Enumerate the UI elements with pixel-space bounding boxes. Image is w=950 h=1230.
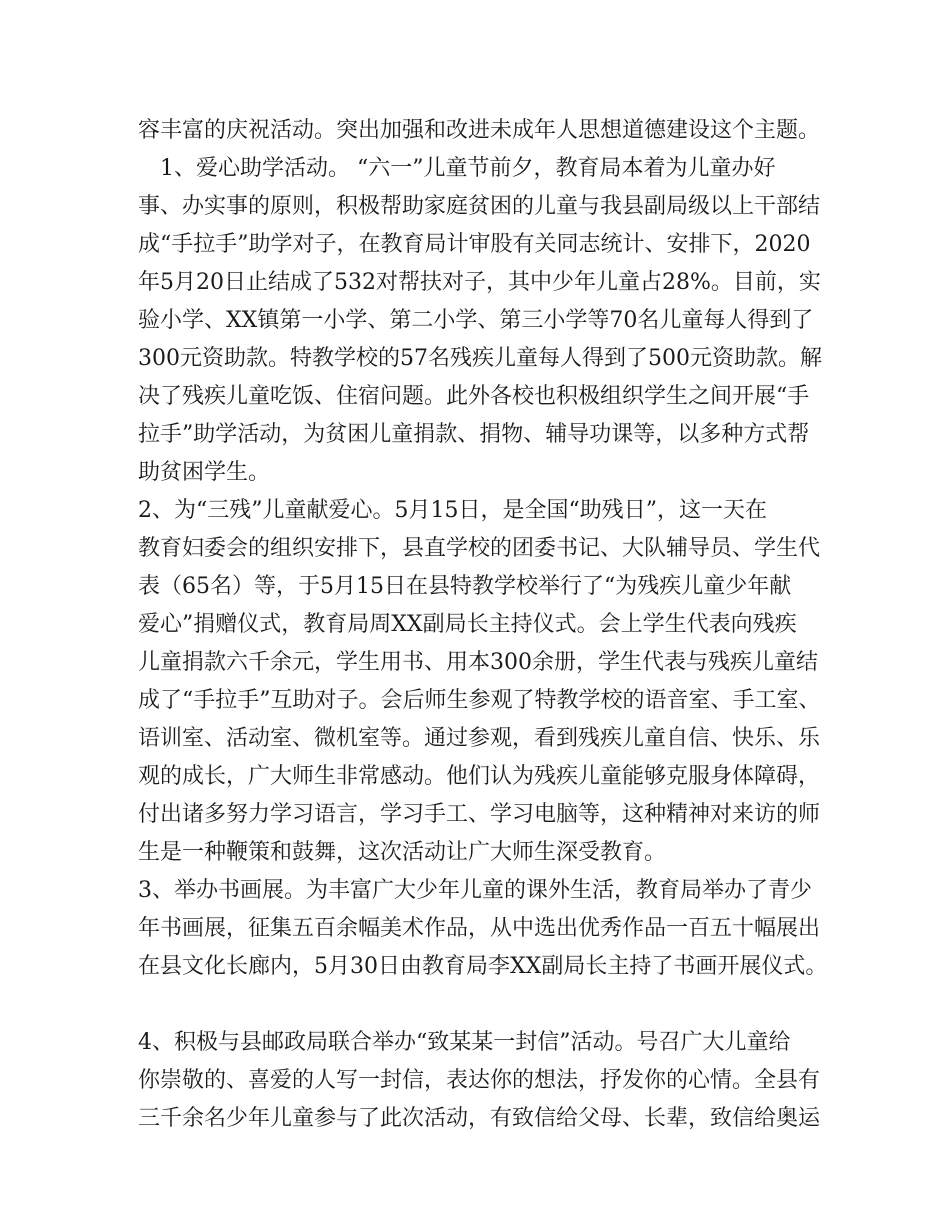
text-line: 成了“手拉手”互助对子。会后师生参观了特教学校的语音室、手工室、 bbox=[138, 688, 821, 713]
text-line: 在县文化长廊内，5月30日由教育局李XX副局长主持了书画开展仪式。 bbox=[138, 954, 828, 979]
text-line: 观的成长，广大师生非常感动。他们认为残疾儿童能够克服身体障碍， bbox=[138, 764, 821, 789]
text-line: 300元资助款。特教学校的57名残疾儿童每人得到了500元资助款。解 bbox=[138, 346, 822, 371]
text-line: 决了残疾儿童吃饭、住宿问题。此外各校也积极组织学生之间开展“手 bbox=[138, 384, 810, 409]
text-line: 年5月20日止结成了532对帮扶对子，其中少年儿童占28%。目前，实 bbox=[138, 270, 821, 295]
text-line: 3、举办书画展。为丰富广大少年儿童的课外生活，教育局举办了青少 bbox=[138, 878, 812, 903]
text-line: 表（65名）等，于5月15日在县特教学校举行了“为残疾儿童少年献 bbox=[138, 574, 792, 599]
text-line: 你崇敬的、喜爱的人写一封信，表达你的想法，抒发你的心情。全县有 bbox=[138, 1068, 821, 1093]
text-line: 容丰富的庆祝活动。突出加强和改进未成年人思想道德建设这个主题。 bbox=[138, 118, 821, 143]
text-line: 成“手拉手”助学对子，在教育局计审股有关同志统计、安排下，2020 bbox=[138, 232, 811, 257]
text-line: 年书画展，征集五百余幅美术作品，从中选出优秀作品一百五十幅展出 bbox=[138, 916, 821, 941]
text-line: 拉手”助学活动，为贫困儿童捐款、捐物、辅导功课等，以多种方式帮 bbox=[138, 422, 810, 447]
text-line: 三千余名少年儿童参与了此次活动，有致信给父母、长辈，致信给奥运 bbox=[138, 1106, 821, 1131]
document-body bbox=[138, 112, 838, 1138]
text-line: 1、爱心助学活动。 “六一”儿童节前夕，教育局本着为儿童办好 bbox=[160, 156, 776, 181]
text-line: 2、为“三残”儿童献爱心。5月15日，是全国“助残日”，这一天在 bbox=[138, 498, 767, 523]
text-line: 验小学、XX镇第一小学、第二小学、第三小学等70名儿童每人得到了 bbox=[138, 308, 814, 333]
text-line: 教育妇委会的组织安排下，县直学校的团委书记、大队辅导员、学生代 bbox=[138, 536, 821, 561]
text-line: 语训室、活动室、微机室等。通过参观，看到残疾儿童自信、快乐、乐 bbox=[138, 726, 821, 751]
text-line: 助贫困学生。 bbox=[138, 460, 271, 485]
paragraph-gap bbox=[138, 986, 838, 1024]
text-line: 儿童捐款六千余元，学生用书、用本300余册，学生代表与残疾儿童结 bbox=[138, 650, 818, 675]
text-line: 事、办实事的原则，积极帮助家庭贫困的儿童与我县副局级以上干部结 bbox=[138, 194, 821, 219]
text-line: 付出诸多努力学习语言，学习手工、学习电脑等，这种精神对来访的师 bbox=[138, 802, 821, 827]
text-line: 爱心”捐赠仪式，教育局周XX副局长主持仪式。会上学生代表向残疾 bbox=[138, 612, 797, 637]
text-line: 4、积极与县邮政局联合举办“致某某一封信”活动。号召广大儿童给 bbox=[138, 1030, 791, 1055]
text-line: 生是一种鞭策和鼓舞，这次活动让广大师生深受教育。 bbox=[138, 840, 667, 865]
